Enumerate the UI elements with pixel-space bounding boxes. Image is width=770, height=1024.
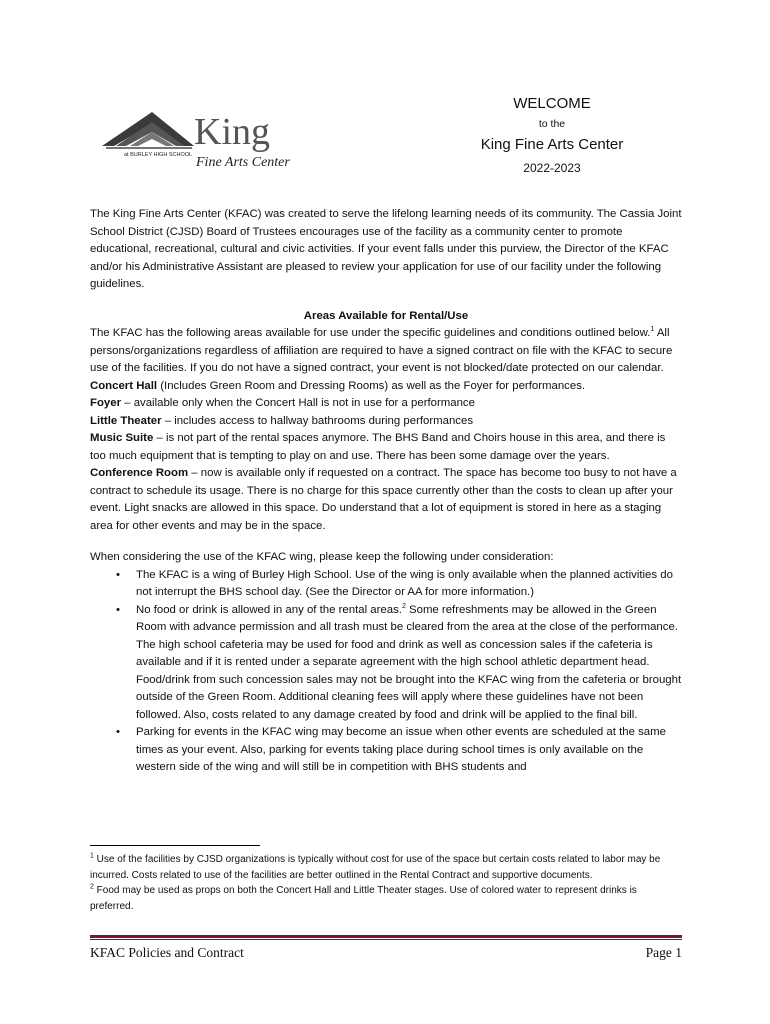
logo-school-text: at BURLEY HIGH SCHOOL	[124, 152, 193, 158]
center-name: King Fine Arts Center	[480, 136, 624, 153]
welcome-header	[392, 94, 712, 177]
list-item	[90, 567, 682, 602]
logo-graphic	[100, 106, 305, 170]
footnote-number: 2	[90, 883, 94, 891]
list-item-text-cont: Some refreshments may be allowed in the Green Room with advance permission and all trash must be cleared from the area at the close of the performance. The high school cafeteria may be used for food and drink as well as concession sales if the cafeteria is available and if it is rented under a separate agreement with the high school athletic department head. Food/drink from such concession sales may not be brought into the KFAC wing from the cafeteria or brought outside of the Green Room. Additional cleaning fees will apply where these guidelines have not been followed. Also, costs related to any damage created by food and drink will be applied to the final bill.	[136, 603, 682, 721]
kfac-logo	[100, 106, 305, 170]
footer-rule	[90, 935, 682, 938]
area-name: Little Theater	[90, 414, 162, 427]
footnote-1	[90, 852, 682, 883]
bullet-icon: •	[116, 568, 120, 581]
areas-lead-text: The KFAC has the following areas available for use under the specific guidelines and conditions outlined below.	[90, 327, 651, 339]
area-description: – includes access to hallway bathrooms during performances	[161, 414, 474, 427]
area-item	[90, 395, 682, 413]
footer-rule-thin	[90, 939, 682, 940]
consider-lead: When considering the use of the KFAC wing, please keep the following under consideration:	[90, 551, 554, 563]
list-item	[90, 724, 682, 777]
consideration-list	[90, 567, 682, 777]
footnote-ref-2[interactable]: 2	[401, 602, 406, 610]
list-item-text: Parking for events in the KFAC wing may become an issue when other events are scheduled at the same times as your event. Also, parking for events taking place during school times is only available on the western side of the wing and will still be in competition with BHS students and	[136, 726, 666, 773]
area-name: Foyer	[90, 397, 122, 409]
bullet-icon: •	[116, 726, 120, 738]
area-description: (Includes Green Room and Dressing Rooms) as well as the Foyer for performances.	[157, 379, 586, 392]
area-name: Concert Hall	[90, 379, 158, 392]
to-the-text: to the	[538, 118, 566, 130]
list-item-text: No food or drink is allowed in any of the rental areas.	[136, 603, 402, 616]
area-item	[90, 378, 682, 396]
footnote-separator	[90, 845, 260, 846]
area-name: Conference Room	[90, 467, 189, 479]
footnote-text: Use of the facilities by CJSD organizations is typically without cost for use of the space but certain costs related to labor may be incurred. Costs related to use of the facilities are better outlined in the Rental Contract and supportive documents.	[90, 854, 661, 881]
area-item	[90, 413, 682, 431]
intro-paragraph: The King Fine Arts Center (KFAC) was created to serve the lifelong learning needs of its community. The Cassia Joint School District (CJSD) Board of Trustees encourages use of the facility as a community center to promote educational, recreational, cultural and civic activities. If your event falls under this purview, the Director of the KFAC and/or his Administrative Assistant are pleased to review your application for use of our facility under the following guidelines.	[90, 208, 682, 290]
bullet-icon: •	[116, 603, 120, 616]
area-item	[90, 430, 682, 465]
areas-lead-paragraph	[90, 325, 682, 378]
areas-heading: Areas Available for Rental/Use	[303, 309, 469, 322]
school-year: 2022-2023	[523, 161, 581, 175]
areas-lead-text-cont: All persons/organizations regardless of affiliation are required to have a signed contract on file with the KFAC to secure use of the facilities. If you do not have a signed contract, your event is not blocked/date protected on our calendar.	[90, 327, 673, 374]
list-item	[90, 602, 682, 725]
footnote-number: 1	[90, 852, 94, 860]
footnote-text: Food may be used as props on both the Concert Hall and Little Theater stages. Use of colored water to represent drinks is preferred.	[90, 885, 637, 912]
footnote-ref-1[interactable]: 1	[650, 326, 655, 334]
welcome-title: WELCOME	[513, 95, 591, 112]
logo-wordmark: King	[194, 111, 270, 153]
footer-title: KFAC Policies and Contract	[90, 945, 244, 960]
footnotes	[90, 852, 682, 914]
logo-subtitle: Fine Arts Center	[196, 155, 290, 170]
area-name: Music Suite	[90, 432, 154, 444]
area-item	[90, 465, 682, 535]
footnote-2	[90, 883, 682, 914]
area-description: – available only when the Concert Hall is not in use for a performance	[121, 397, 475, 409]
document-body	[90, 206, 682, 777]
list-item-text: The KFAC is a wing of Burley High School. Use of the wing is only available when the planned activities do not interrupt the BHS school day. (See the Director or AA for more information.)	[136, 568, 673, 598]
page-number: Page 1	[645, 945, 682, 960]
area-description: – now is available only if requested on a contract. The space has become too busy to not have a contract to schedule its usage. There is no charge for this space currently other than the costs to clean up after your event. Light snacks are allowed in this space. Do understand that a lot of equipment is stored in here as a staging area for other events and may be in the space.	[90, 467, 677, 532]
area-description: – is not part of the rental spaces anymore. The BHS Band and Choirs house in this area, and there is too much equipment that is tempting to play on and use. There has been some damage over the years.	[90, 432, 666, 462]
